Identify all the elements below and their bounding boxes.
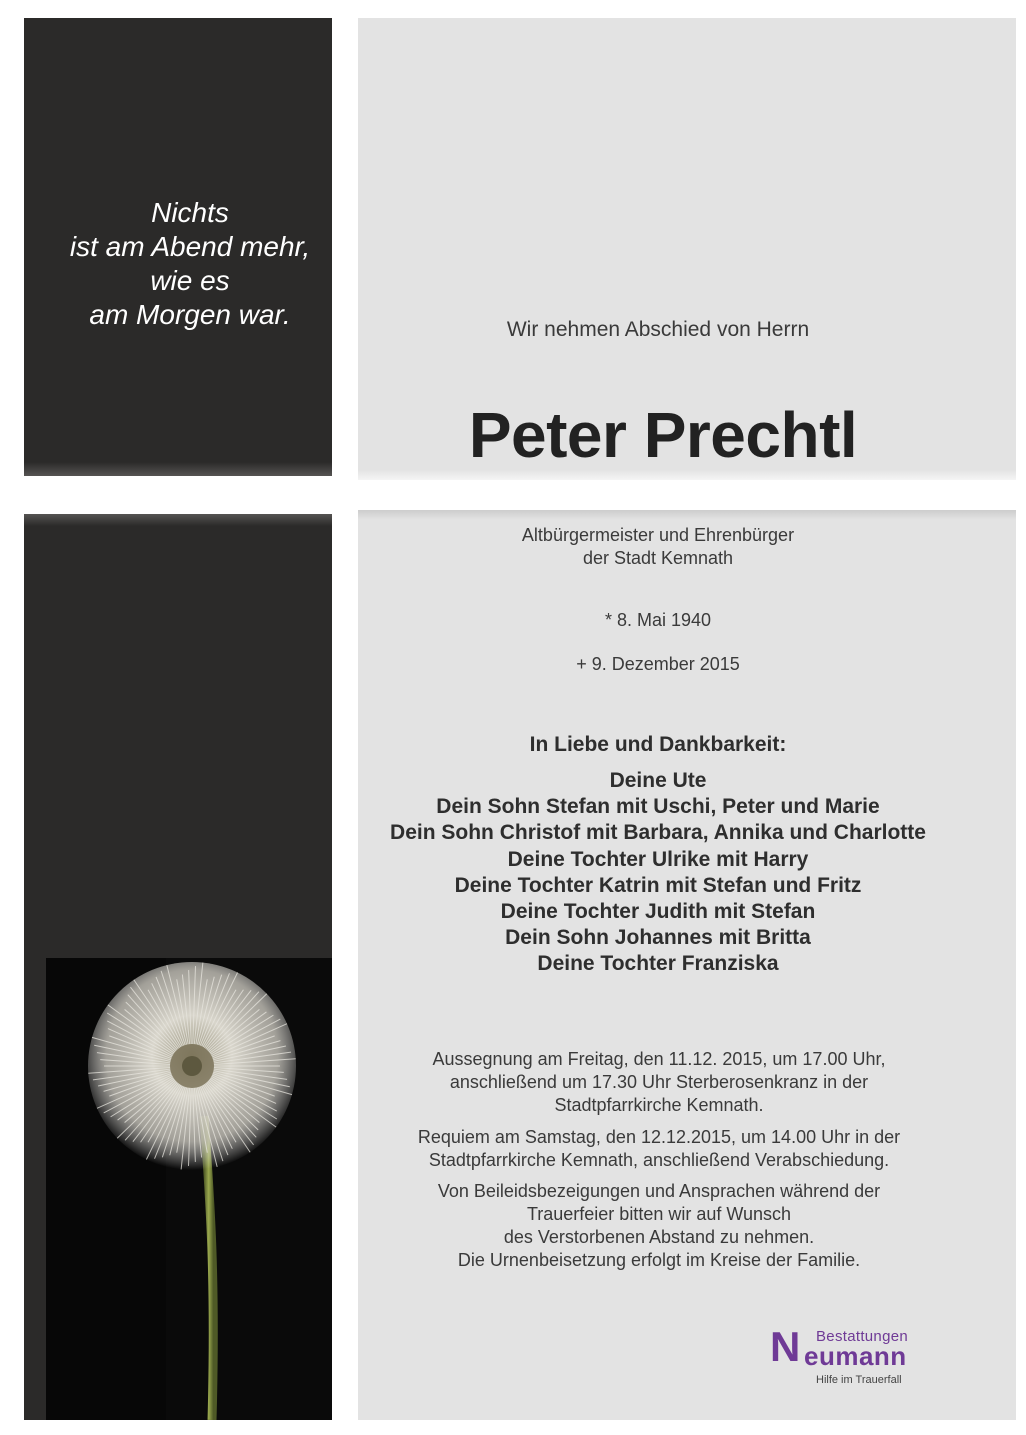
mourners-heading: In Liebe und Dankbarkeit: bbox=[529, 733, 787, 756]
birth-date: * 8. Mai 1940 bbox=[604, 610, 712, 630]
motto-line: Nichts bbox=[151, 197, 229, 228]
motto-line: am Morgen war. bbox=[89, 299, 291, 330]
mourner-line: Deine Tochter Katrin mit Stefan und Fritz bbox=[454, 873, 862, 897]
mourner-line: Dein Sohn Christof mit Barbara, Annika und Charlotte bbox=[390, 821, 926, 845]
panel-shadow bbox=[24, 462, 332, 476]
mourners-list bbox=[358, 768, 958, 978]
motto-quote bbox=[24, 196, 356, 332]
info-line: Requiem am Samstag, den 12.12.2015, um 14.00 Uhr in der bbox=[417, 1127, 901, 1147]
motto-line: wie es bbox=[150, 265, 230, 296]
condolence-info bbox=[358, 1180, 960, 1272]
farewell-text: Wir nehmen Abschied von Herrn bbox=[506, 318, 810, 341]
info-line: Stadtpfarrkirche Kemnath. bbox=[554, 1095, 764, 1115]
mourner-line: Deine Tochter Ulrike mit Harry bbox=[507, 847, 809, 871]
mourner-line: Dein Sohn Johannes mit Britta bbox=[505, 926, 811, 950]
info-line: anschließend um 17.30 Uhr Sterberosenkranz in der bbox=[449, 1072, 869, 1092]
panel-shadow bbox=[24, 514, 332, 526]
deceased-roles bbox=[358, 524, 958, 570]
logo-initial: N bbox=[770, 1323, 801, 1370]
panel-shadow bbox=[358, 510, 1016, 520]
funeral-home-logo bbox=[770, 1323, 940, 1392]
logo-company: Bestattungen bbox=[816, 1328, 909, 1345]
mourner-line: Deine Tochter Franziska bbox=[537, 952, 779, 976]
info-line: des Verstorbenen Abstand zu nehmen. bbox=[503, 1227, 815, 1247]
role-line: der Stadt Kemnath bbox=[582, 548, 734, 568]
info-line: Stadtpfarrkirche Kemnath, anschließend Verabschiedung. bbox=[428, 1150, 890, 1170]
deceased-name: Peter Prechtl bbox=[468, 399, 858, 471]
logo-tagline: Hilfe im Trauerfall bbox=[816, 1374, 902, 1386]
requiem-info bbox=[358, 1126, 960, 1172]
mourner-line: Deine Ute bbox=[609, 769, 707, 792]
death-date: + 9. Dezember 2015 bbox=[576, 654, 740, 674]
info-line: Trauerfeier bitten wir auf Wunsch bbox=[526, 1204, 792, 1224]
info-line: Aussegnung am Freitag, den 11.12. 2015, um 17.00 Uhr, bbox=[432, 1049, 886, 1069]
mourner-line: Deine Tochter Judith mit Stefan bbox=[500, 900, 816, 924]
info-line: Von Beileidsbezeigungen und Ansprachen während der bbox=[437, 1181, 881, 1201]
logo-name: eumann bbox=[804, 1341, 907, 1371]
dandelion-image bbox=[46, 958, 332, 1420]
mourner-line: Dein Sohn Stefan mit Uschi, Peter und Marie bbox=[436, 795, 880, 819]
blessing-info bbox=[358, 1048, 960, 1117]
motto-line: ist am Abend mehr, bbox=[69, 231, 311, 262]
info-line: Die Urnenbeisetzung erfolgt im Kreise der Familie. bbox=[457, 1250, 861, 1270]
role-line: Altbürgermeister und Ehrenbürger bbox=[521, 525, 795, 545]
